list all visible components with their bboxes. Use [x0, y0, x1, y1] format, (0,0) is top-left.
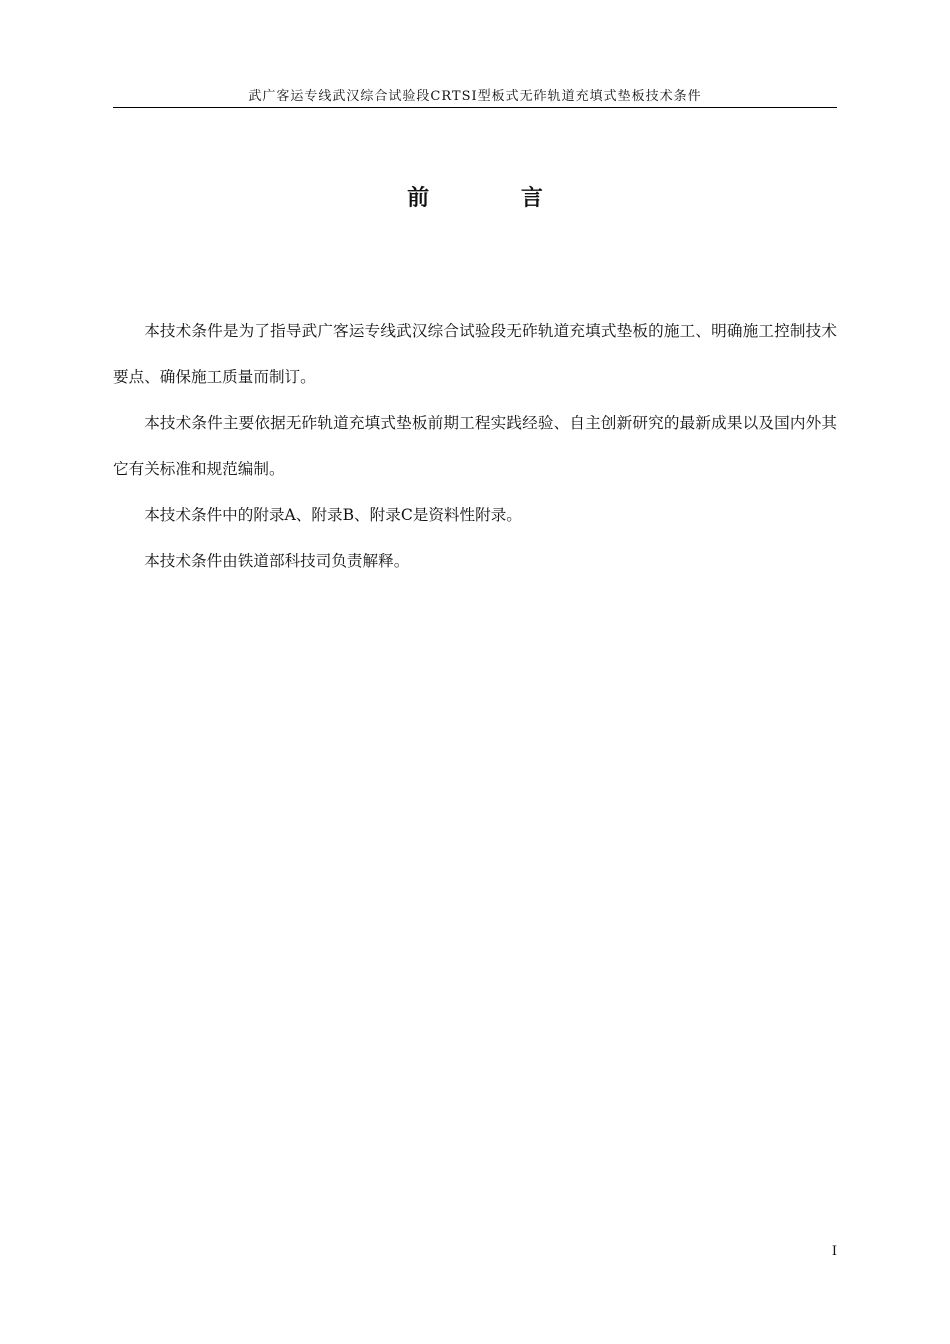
- paragraph-purpose: 本技术条件是为了指导武广客运专线武汉综合试验段无砟轨道充填式垫板的施工、明确施工控制技术要点、确保施工质量而制订。: [113, 322, 837, 386]
- header-divider: [113, 107, 837, 108]
- paragraph-interpretation: 本技术条件由铁道部科技司负责解释。: [144, 552, 410, 570]
- page-title: 前 言: [407, 186, 585, 211]
- paragraph-appendices: 本技术条件中的附录A、附录B、附录C是资料性附录。: [144, 506, 522, 524]
- paragraph-basis: 本技术条件主要依据无砟轨道充填式垫板前期工程实践经验、自主创新研究的最新成果以及国内外其它有关标准和规范编制。: [113, 414, 837, 478]
- running-header: 武广客运专线武汉综合试验段CRTSⅠ型板式无砟轨道充填式垫板技术条件: [248, 89, 702, 104]
- body-text: [113, 308, 837, 584]
- page-number: I: [831, 1244, 837, 1259]
